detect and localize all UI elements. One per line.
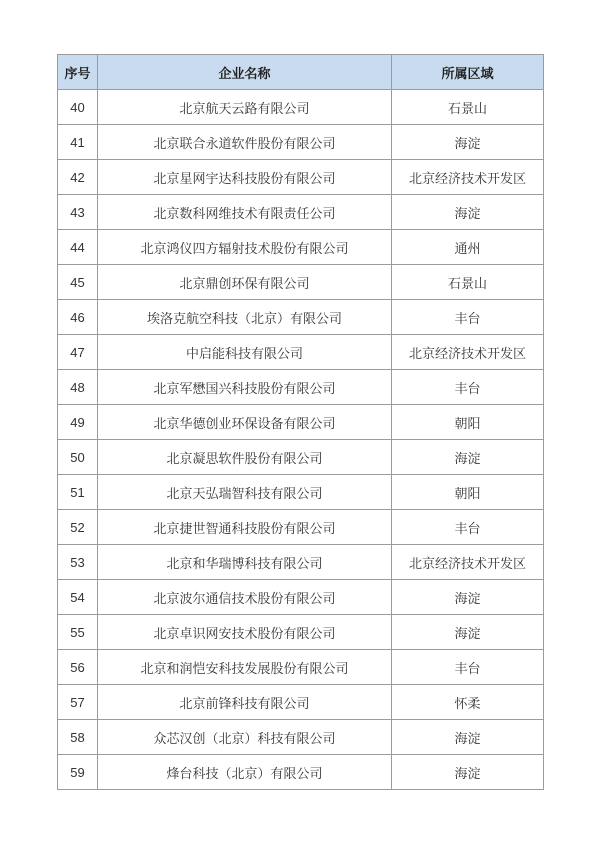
table-row [58,650,544,685]
cell-serial-number: 58 [58,720,98,755]
cell-company-name: 众芯汉创（北京）科技有限公司 [98,720,392,755]
table-row [58,755,544,790]
cell-serial-number: 52 [58,510,98,545]
cell-company-name: 北京和华瑞博科技有限公司 [98,545,392,580]
table-row [58,265,544,300]
cell-company-name: 北京和润恺安科技发展股份有限公司 [98,650,392,685]
cell-region: 海淀 [392,720,544,755]
table-row [58,615,544,650]
cell-serial-number: 55 [58,615,98,650]
cell-serial-number: 51 [58,475,98,510]
table-header [58,55,544,90]
cell-serial-number: 44 [58,230,98,265]
column-header-region: 所属区域 [392,55,544,90]
cell-company-name: 北京数科网维技术有限责任公司 [98,195,392,230]
cell-company-name: 埃洛克航空科技（北京）有限公司 [98,300,392,335]
table-row [58,685,544,720]
cell-company-name: 北京星网宇达科技股份有限公司 [98,160,392,195]
cell-company-name: 北京联合永道软件股份有限公司 [98,125,392,160]
cell-region: 海淀 [392,195,544,230]
cell-company-name: 北京卓识网安技术股份有限公司 [98,615,392,650]
cell-serial-number: 45 [58,265,98,300]
company-table [57,54,544,790]
table-row [58,370,544,405]
cell-region: 通州 [392,230,544,265]
table-row [58,720,544,755]
table-row [58,545,544,580]
cell-region: 丰台 [392,300,544,335]
column-header-serial-number: 序号 [58,55,98,90]
cell-company-name: 北京鸿仪四方辐射技术股份有限公司 [98,230,392,265]
cell-company-name: 北京前锋科技有限公司 [98,685,392,720]
cell-region: 朝阳 [392,405,544,440]
cell-region: 海淀 [392,615,544,650]
cell-serial-number: 59 [58,755,98,790]
cell-company-name: 北京航天云路有限公司 [98,90,392,125]
cell-region: 石景山 [392,265,544,300]
cell-region: 丰台 [392,510,544,545]
table-row [58,475,544,510]
cell-region: 北京经济技术开发区 [392,160,544,195]
table-row [58,160,544,195]
cell-serial-number: 49 [58,405,98,440]
table-row [58,195,544,230]
table-row [58,580,544,615]
cell-serial-number: 40 [58,90,98,125]
cell-serial-number: 48 [58,370,98,405]
cell-serial-number: 46 [58,300,98,335]
cell-company-name: 北京凝思软件股份有限公司 [98,440,392,475]
cell-region: 石景山 [392,90,544,125]
cell-serial-number: 41 [58,125,98,160]
table-row [58,90,544,125]
cell-region: 朝阳 [392,475,544,510]
cell-serial-number: 54 [58,580,98,615]
cell-company-name: 北京波尔通信技术股份有限公司 [98,580,392,615]
table-row [58,300,544,335]
table-row [58,125,544,160]
cell-serial-number: 42 [58,160,98,195]
cell-serial-number: 50 [58,440,98,475]
cell-region: 丰台 [392,650,544,685]
table-row [58,335,544,370]
cell-company-name: 烽台科技（北京）有限公司 [98,755,392,790]
cell-serial-number: 57 [58,685,98,720]
cell-company-name: 北京鼎创环保有限公司 [98,265,392,300]
cell-region: 海淀 [392,755,544,790]
cell-serial-number: 43 [58,195,98,230]
table-body [58,90,544,790]
cell-company-name: 北京天弘瑞智科技有限公司 [98,475,392,510]
cell-company-name: 中启能科技有限公司 [98,335,392,370]
cell-serial-number: 53 [58,545,98,580]
table-row [58,405,544,440]
table-row [58,230,544,265]
cell-company-name: 北京捷世智通科技股份有限公司 [98,510,392,545]
table-header-row [58,55,544,90]
table-row [58,440,544,475]
cell-serial-number: 47 [58,335,98,370]
cell-company-name: 北京军懋国兴科技股份有限公司 [98,370,392,405]
cell-region: 海淀 [392,580,544,615]
cell-company-name: 北京华德创业环保设备有限公司 [98,405,392,440]
cell-region: 海淀 [392,125,544,160]
cell-region: 北京经济技术开发区 [392,545,544,580]
cell-region: 北京经济技术开发区 [392,335,544,370]
table-row [58,510,544,545]
cell-serial-number: 56 [58,650,98,685]
column-header-company-name: 企业名称 [98,55,392,90]
cell-region: 怀柔 [392,685,544,720]
cell-region: 海淀 [392,440,544,475]
cell-region: 丰台 [392,370,544,405]
